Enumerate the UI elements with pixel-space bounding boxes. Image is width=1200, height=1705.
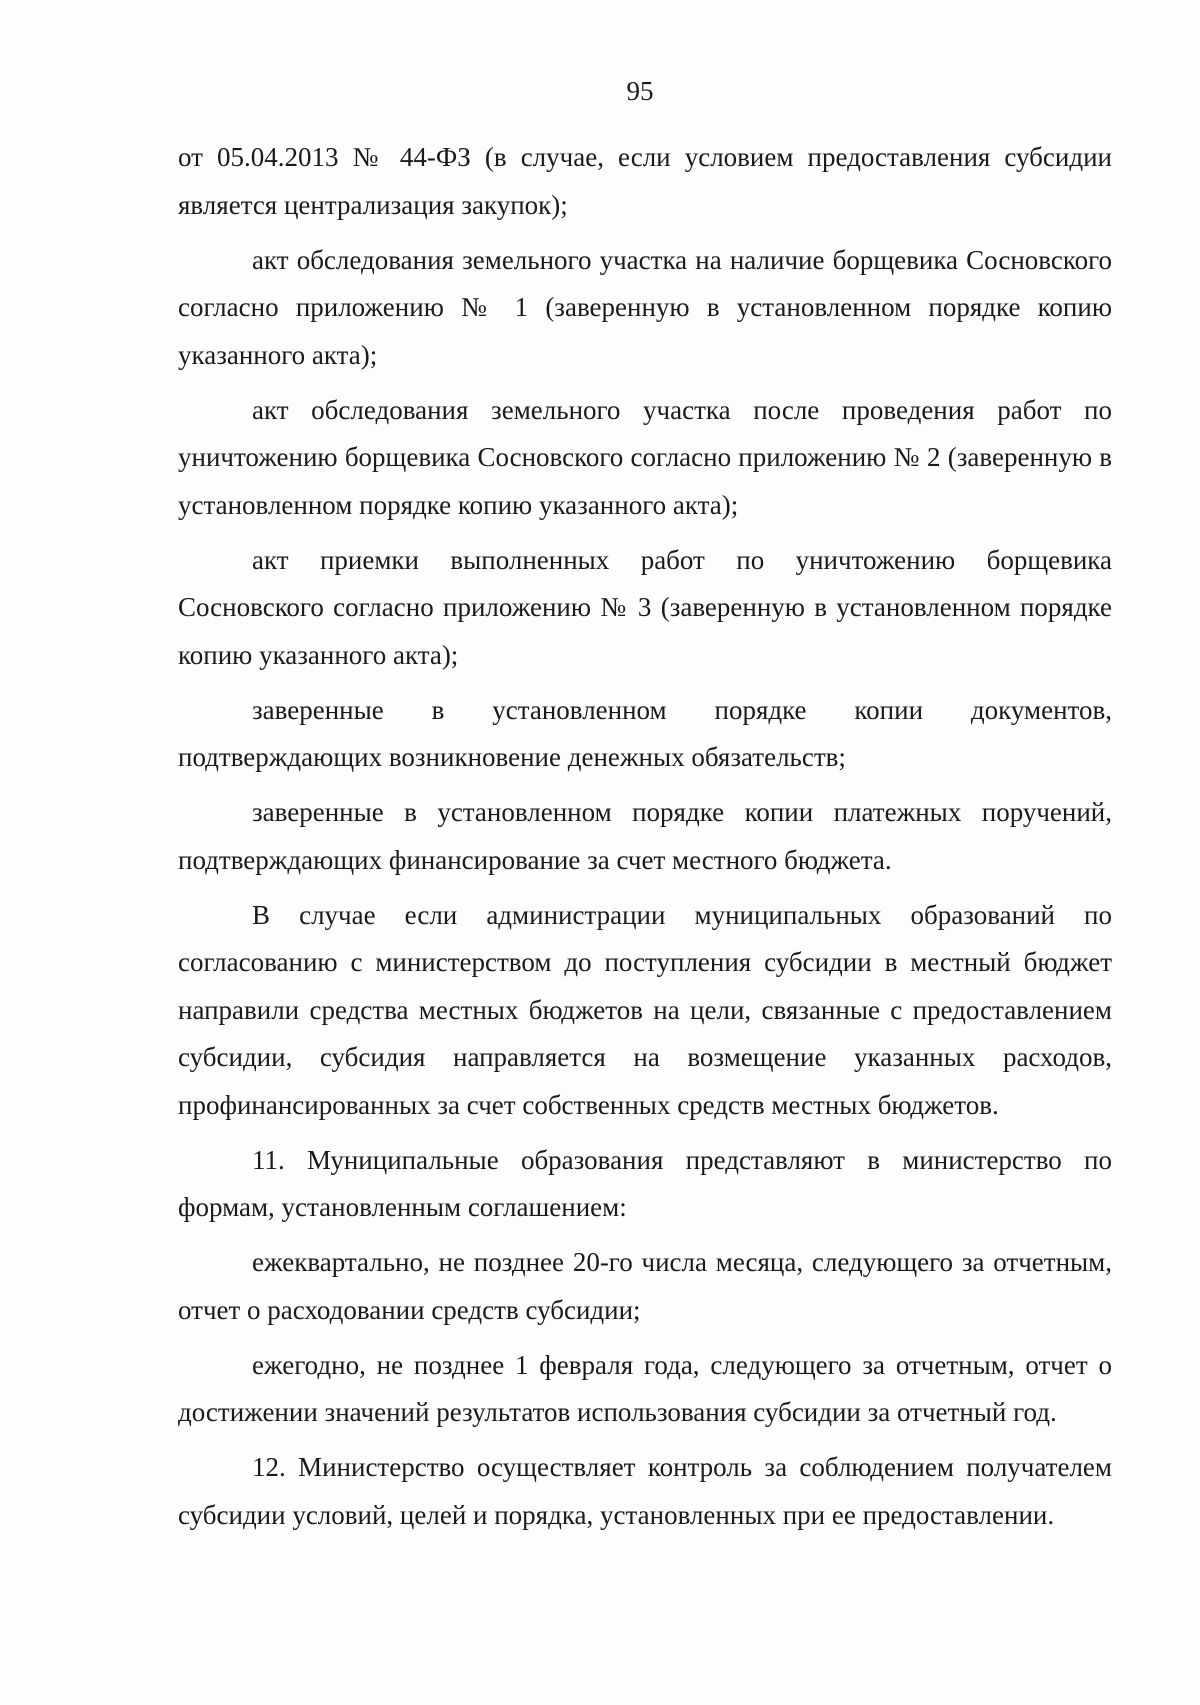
paragraph-payment-orders: заверенные в установленном порядке копии платежных поручений, подтверждающих финансирование за счет местного бюджета. (178, 797, 1112, 875)
paragraph-item-12: 12. Министерство осуществляет контроль за соблюдением получателем субсидии условий, целей и порядка, установленных при ее предоставлении. (178, 1452, 1112, 1530)
paragraph-document-copies: заверенные в установленном порядке копии документов, подтверждающих возникновение денежных обязательств; (178, 694, 1112, 772)
paragraph-act-survey-presence: акт обследования земельного участка на наличие борщевика Сосновского согласно приложению № 1 (заверенную в установленном порядке копию указанного акта); (178, 244, 1112, 370)
paragraph-item-11: 11. Муниципальные образования представляют в министерство по формам, установленным соглашением: (178, 1144, 1112, 1222)
paragraph-act-acceptance: акт приемки выполненных работ по уничтожению борщевика Сосновского согласно приложению № 3 (заверенную в установленном порядке копию указанного акта); (178, 544, 1112, 670)
paragraph-reimbursement: В случае если администрации муниципальных образований по согласованию с министерством до поступления субсидии в местный бюджет направили средства местных бюджетов на цели, связанные с предоставлением субсидии, субсидия направляется на возмещение указанных расходов, профинансированных за счет собственных средств местных бюджетов. (178, 899, 1112, 1120)
paragraph-act-survey-after-works: акт обследования земельного участка после проведения работ по уничтожению борщевика Сосновского согласно приложению № 2 (заверенную в установленном порядке копию указанного акта); (178, 394, 1112, 520)
paragraph-annual-report: ежегодно, не позднее 1 февраля года, следующего за отчетным, отчет о достижении значений результатов использования субсидии за отчетный год. (178, 1349, 1112, 1427)
paragraph-quarterly-report: ежеквартально, не позднее 20-го числа месяца, следующего за отчетным, отчет о расходовании средств субсидии; (178, 1247, 1112, 1325)
document-body (178, 134, 1112, 1547)
paragraph-continuation: от 05.04.2013 № 44-ФЗ (в случае, если условием предоставления субсидии является централизация закупок); (178, 142, 1112, 220)
page-number: 95 (626, 76, 654, 106)
